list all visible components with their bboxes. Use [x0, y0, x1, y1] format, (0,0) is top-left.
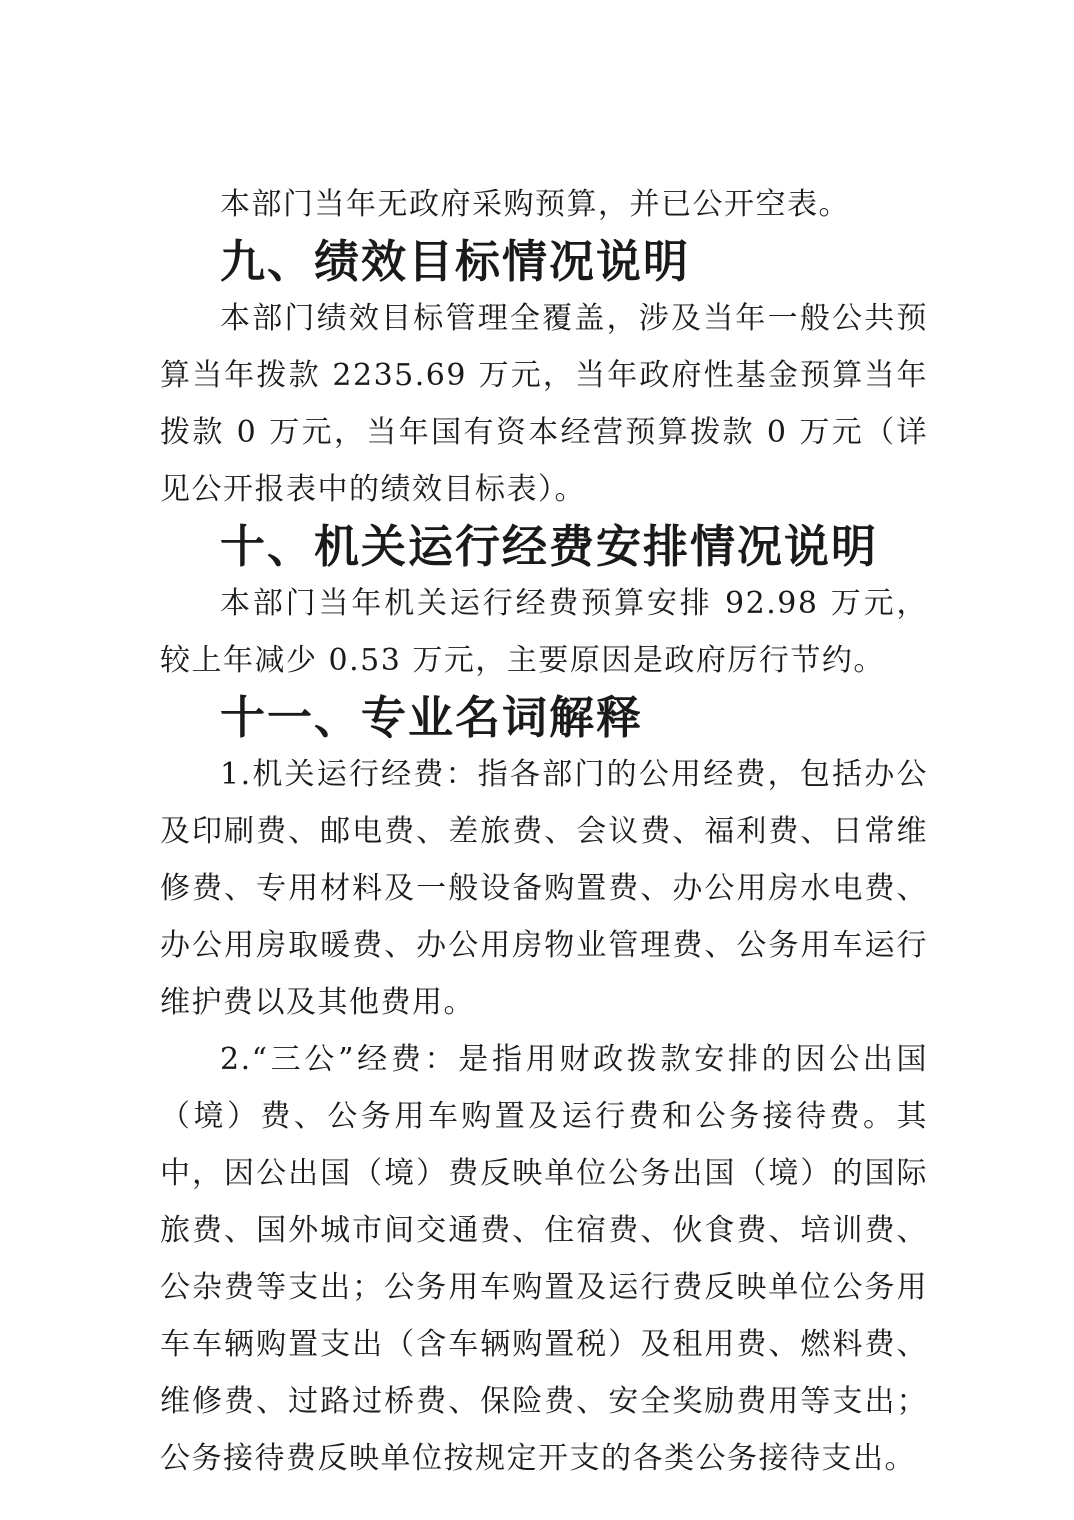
term-2-paragraph: 2.“三公”经费：是指用财政拨款安排的因公出国（境）费、公务用车购置及运行费和公务接待费。其中，因公出国（境）费反映单位公务出国（境）的国际旅费、国外城市间交通费、住宿费、伙食费、培训费、公杂费等支出；公务用车购置及运行费反映单位公务用车车辆购置支出（含车辆购置税）及租用费、燃料费、维修费、过路过桥费、保险费、安全奖励费用等支出；公务接待费反映单位按规定开支的各类公务接待支出。 [160, 1042, 928, 1476]
document-page [160, 176, 928, 1487]
section-10-heading: 十、机关运行经费安排情况说明 [220, 520, 879, 573]
section-11-heading: 十一、专业名词解释 [220, 691, 644, 744]
performance-paragraph: 本部门绩效目标管理全覆盖，涉及当年一般公共预算当年拨款 2235.69 万元，当年政府性基金预算当年拨款 0 万元，当年国有资本经营预算拨款 0 万元（详见公开报表中的绩效目标表）。 [160, 301, 928, 507]
procurement-paragraph: 本部门当年无政府采购预算，并已公开空表。 [220, 187, 850, 222]
term-1-paragraph: 1.机关运行经费：指各部门的公用经费，包括办公及印刷费、邮电费、差旅费、会议费、福利费、日常维修费、专用材料及一般设备购置费、办公用房水电费、办公用房取暖费、办公用房物业管理费、公务用车运行维护费以及其他费用。 [160, 757, 928, 1020]
operating-expense-paragraph: 本部门当年机关运行经费预算安排 92.98 万元，较上年减少 0.53 万元，主要原因是政府厉行节约。 [160, 586, 928, 678]
section-9-heading: 九、绩效目标情况说明 [220, 235, 691, 288]
